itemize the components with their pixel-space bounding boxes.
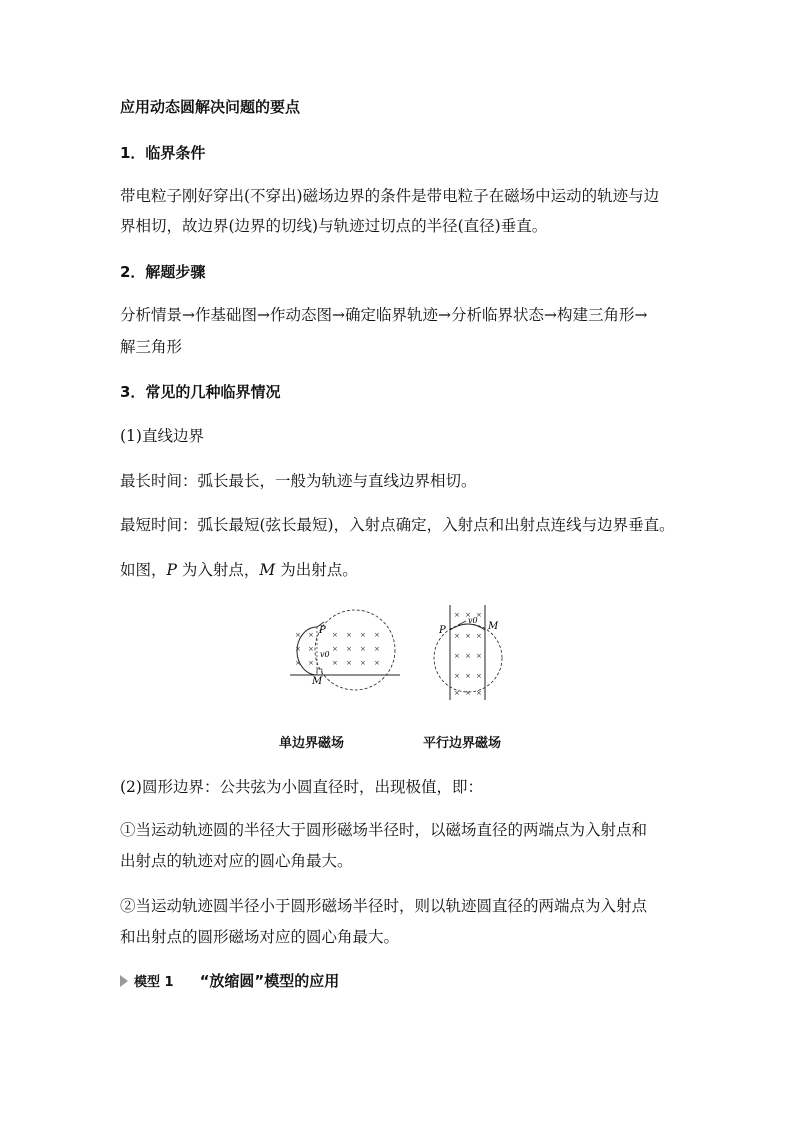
single-boundary-label-p: P: [319, 625, 326, 636]
point-2-line-2: 和出射点的圆形磁场对应的圆心角最大。: [120, 928, 400, 946]
field-mark: ×: [295, 659, 301, 667]
point-1-line-2: 出射点的轨迹对应的圆心角最大。: [120, 852, 353, 870]
field-mark: ×: [374, 645, 380, 653]
field-mark: ×: [465, 611, 471, 619]
field-mark: ×: [374, 631, 380, 639]
figure-note-m: M: [259, 561, 276, 579]
field-mark: ×: [476, 652, 482, 660]
boundary-diagrams-figure: [280, 600, 530, 750]
section-2-body-line-1: 分析情景→作基础图→作动态图→确定临界轨迹→分析临界状态→构建三角形→: [120, 306, 648, 324]
section-1-body-line-2: 界相切，故边界(边界的切线)与轨迹过切点的半径(直径)垂直。: [120, 217, 548, 235]
single-boundary-label-v0: v0: [320, 650, 330, 659]
section-2-title: 2．解题步骤: [120, 263, 206, 281]
single-boundary-label-m: M: [312, 676, 323, 687]
section-3-title: 3．常见的几种临界情况: [120, 383, 281, 401]
model-title: “放缩圆”模型的应用: [199, 972, 340, 990]
figure-note-p: P: [166, 561, 177, 579]
field-mark: ×: [454, 689, 460, 697]
parallel-boundary-diagram: [434, 605, 502, 700]
field-mark: ×: [360, 645, 366, 653]
field-mark: ×: [454, 652, 460, 660]
field-mark: ×: [308, 631, 314, 639]
field-mark: ×: [360, 631, 366, 639]
field-mark: ×: [295, 645, 301, 653]
single-boundary-diagram: [290, 610, 400, 690]
single-boundary-field-marks: [295, 631, 380, 667]
field-mark: ×: [346, 659, 352, 667]
field-mark: ×: [360, 659, 366, 667]
section-2-body-line-2: 解三角形: [120, 338, 183, 356]
figure-note-suffix: 为出射点。: [275, 561, 358, 579]
subsection-straight-boundary: (1)直线边界: [120, 427, 204, 445]
triangle-marker-icon: [120, 975, 128, 987]
field-mark: ×: [476, 611, 482, 619]
field-mark: ×: [454, 611, 460, 619]
point-2-line-1: ②当运动轨迹圆半径小于圆形磁场半径时，则以轨迹圆直径的两端点为入射点: [120, 897, 648, 915]
field-mark: ×: [465, 652, 471, 660]
field-mark: ×: [374, 659, 380, 667]
parallel-boundary-label-p: P: [439, 625, 446, 636]
point-1-line-1: ①当运动轨迹圆的半径大于圆形磁场半径时，以磁场直径的两端点为入射点和: [120, 821, 648, 839]
parallel-boundary-label-m: M: [488, 621, 499, 632]
field-mark: ×: [465, 632, 471, 640]
field-mark: ×: [308, 659, 314, 667]
field-mark: ×: [332, 645, 338, 653]
field-mark: ×: [346, 645, 352, 653]
figure-note-mid: 为入射点，: [176, 561, 260, 579]
longest-time-text: 最长时间：弧长最长，一般为轨迹与直线边界相切。: [120, 472, 477, 490]
field-mark: ×: [454, 672, 460, 680]
model-heading: [120, 970, 339, 991]
section-1-body-line-1: 带电粒子刚好穿出(不穿出)磁场边界的条件是带电粒子在磁场中运动的轨迹与边: [120, 187, 660, 205]
caption-parallel-boundary: 平行边界磁场: [423, 736, 502, 751]
figure-note-prefix: 如图，: [120, 561, 167, 579]
caption-single-boundary: 单边界磁场: [279, 736, 345, 751]
field-mark: ×: [465, 672, 471, 680]
field-mark: ×: [332, 631, 338, 639]
field-mark: ×: [295, 631, 301, 639]
field-mark: ×: [308, 645, 314, 653]
field-mark: ×: [476, 672, 482, 680]
figure-note: [120, 560, 358, 580]
section-1-title: 1．临界条件: [120, 144, 206, 162]
subsection-circular-boundary: (2)圆形边界：公共弦为小圆直径时，出现极值，即：: [120, 778, 483, 796]
main-heading: 应用动态圆解决问题的要点: [120, 98, 301, 116]
field-mark: ×: [346, 631, 352, 639]
field-mark: ×: [476, 632, 482, 640]
field-mark: ×: [476, 689, 482, 697]
field-mark: ×: [332, 659, 338, 667]
field-mark: ×: [465, 689, 471, 697]
field-mark: ×: [454, 632, 460, 640]
shortest-time-text: 最短时间：弧长最短(弦长最短)，入射点确定，入射点和出射点连线与边界垂直。: [120, 516, 675, 534]
model-tag: 模型 1: [134, 975, 174, 990]
parallel-boundary-label-v0: v0: [468, 616, 478, 625]
